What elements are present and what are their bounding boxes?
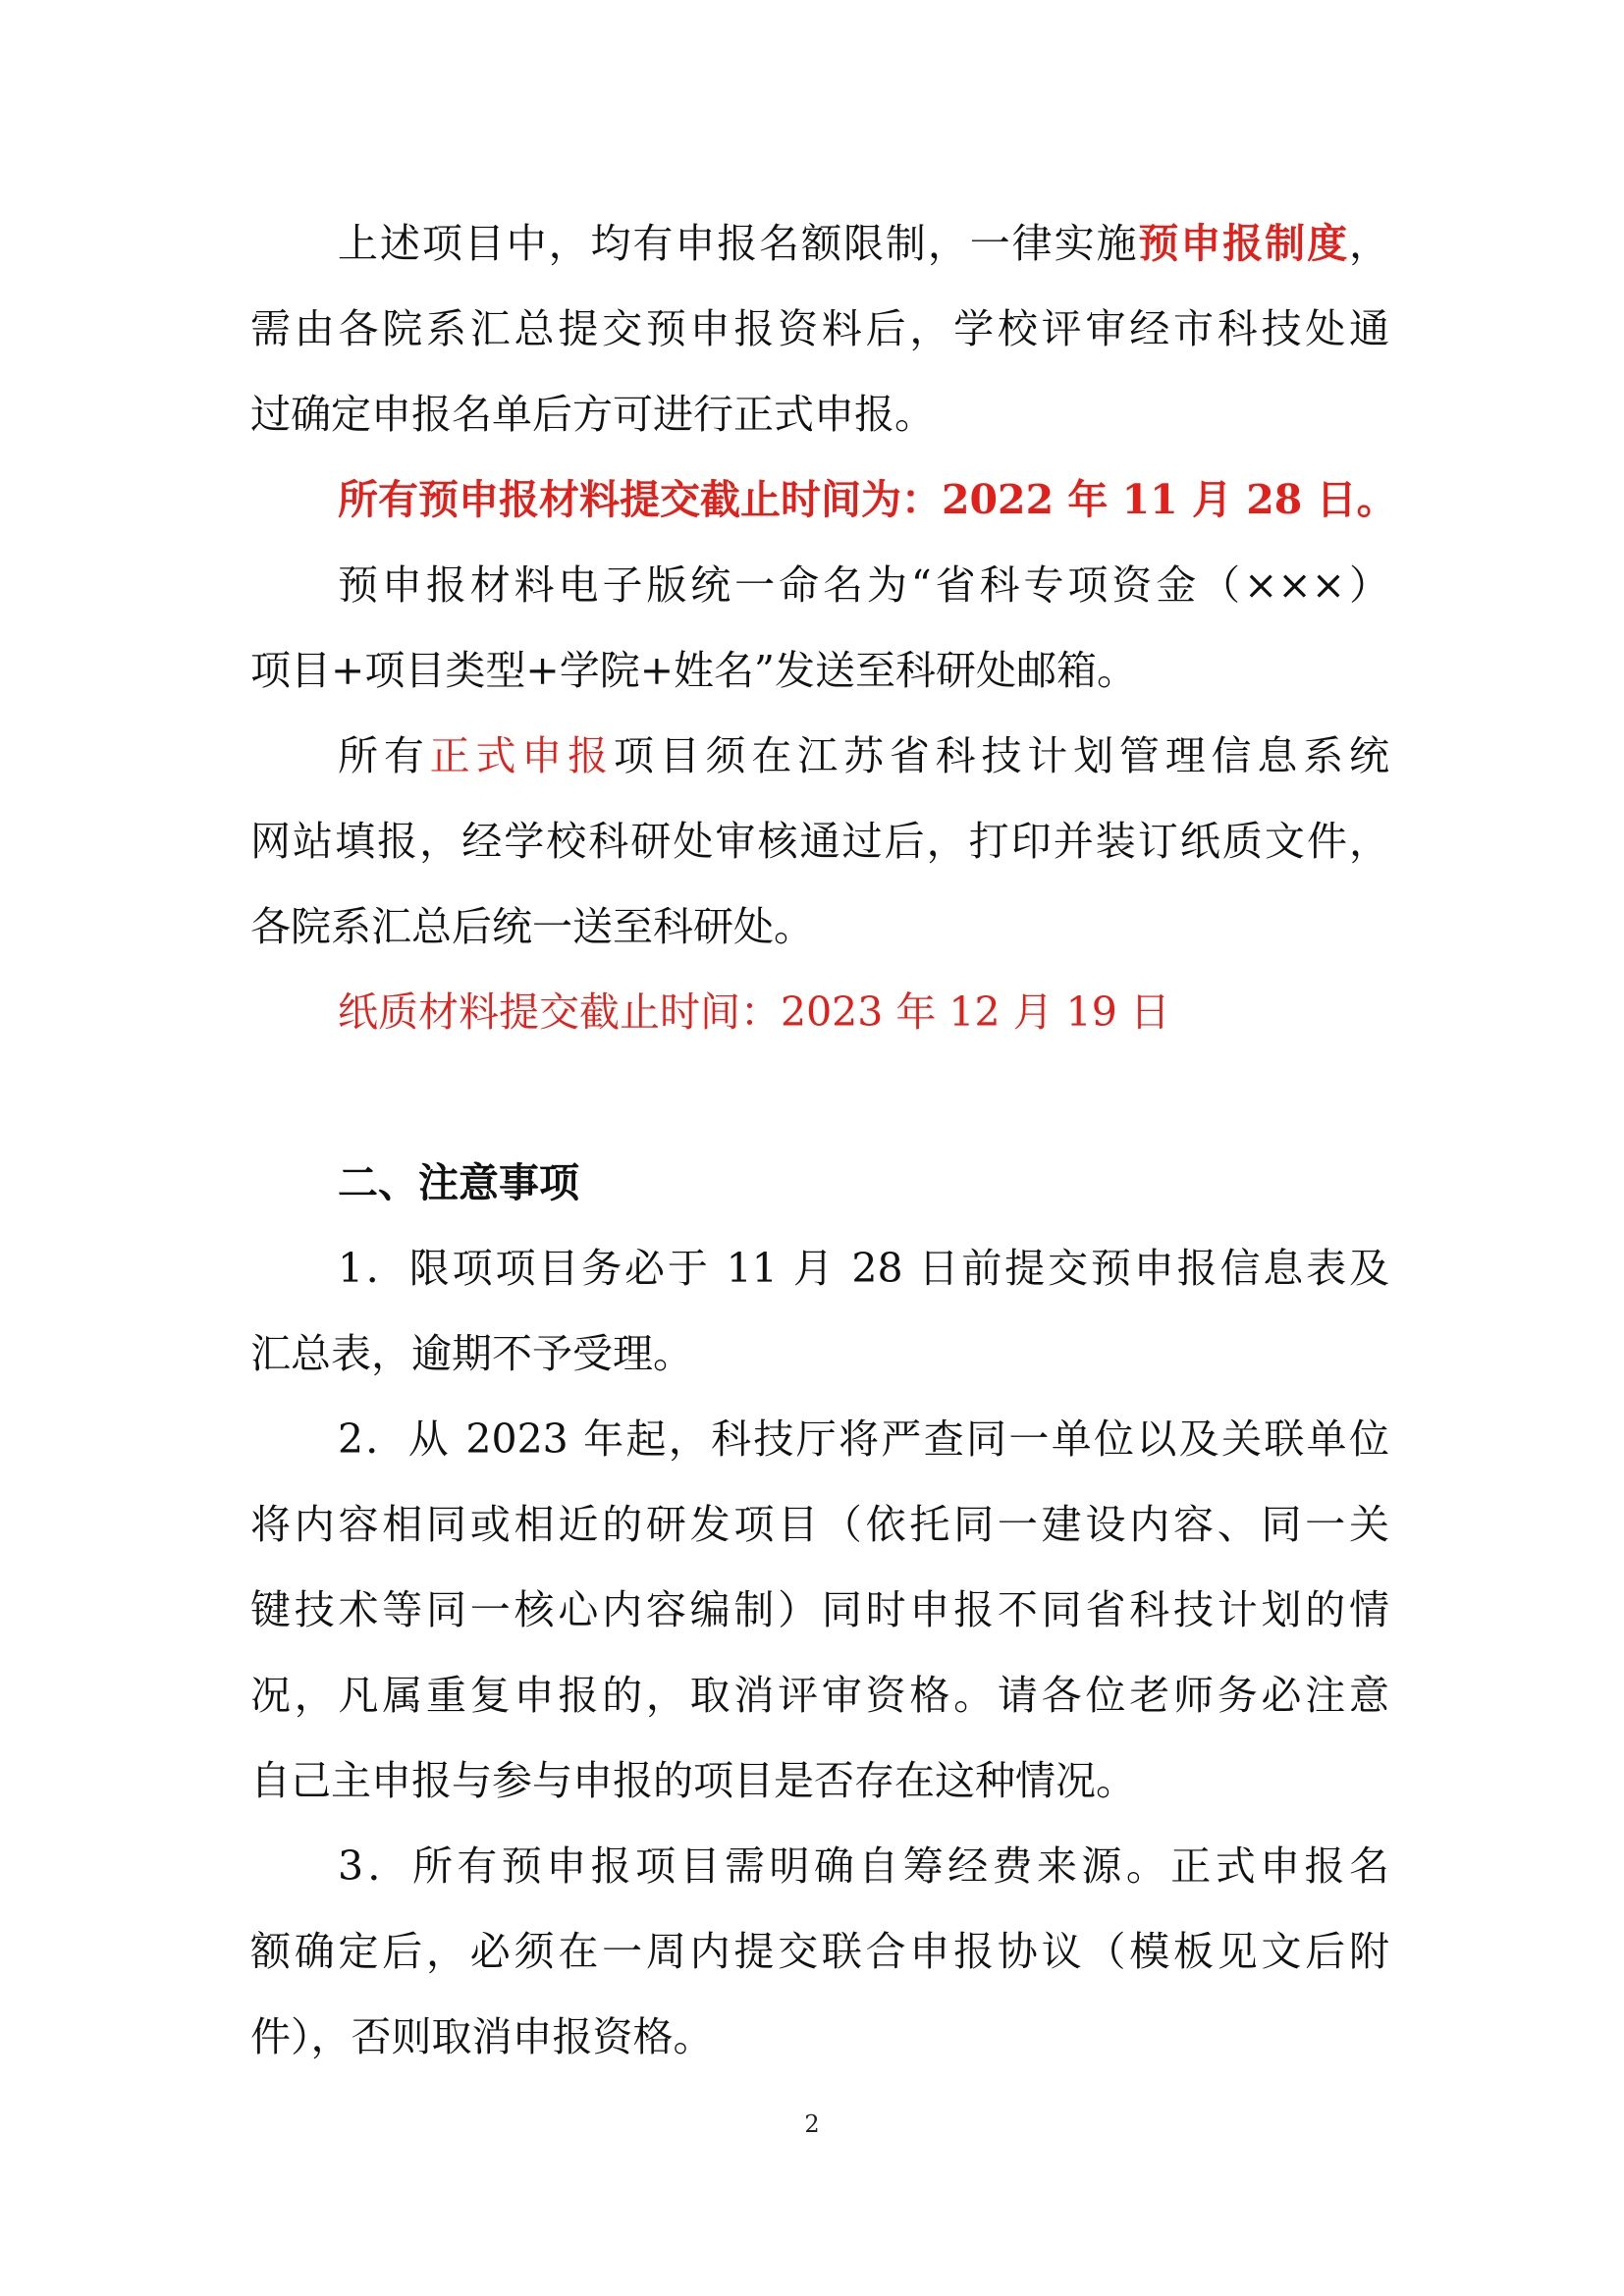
list-item-line: 2．从 2023 年起，科技厅将严查同一单位以及关联单位 (338, 1415, 1389, 1463)
paragraph-line: 预申报材料电子版统一命名为“省科专项资金（×××） (338, 561, 1389, 609)
pre-application-deadline: 所有预申报材料提交截止时间为：2022 年 11 月 28 日。 (338, 476, 1397, 523)
paper-material-deadline: 纸质材料提交截止时间：2023 年 12 月 19 日 (338, 988, 1170, 1036)
page-number: 2 (804, 2110, 820, 2138)
list-item-line: 汇总表，逾期不予受理。 (250, 1330, 693, 1377)
highlight-formal-application: 正式申报 (429, 732, 614, 779)
paragraph-line: 项目+项目类型+学院+姓名”发送至科研处邮箱。 (250, 647, 1138, 694)
paragraph-line: 过确定申报名单后方可进行正式申报。 (250, 391, 935, 438)
list-item-line: 件），否则取消申报资格。 (250, 2013, 714, 2060)
paragraph-line: 各院系汇总后统一送至科研处。 (250, 903, 814, 950)
paragraph-text: 所有 (338, 732, 430, 779)
paragraph-text: ， (1349, 220, 1390, 267)
list-item-line: 额确定后，必须在一周内提交联合申报协议（模板见文后附 (250, 1928, 1389, 1975)
paragraph-text: 上述项目中，均有申报名额限制，一律实施 (338, 220, 1139, 267)
list-item-line: 将内容相同或相近的研发项目（依托同一建设内容、同一关 (250, 1501, 1389, 1548)
list-item-line: 3．所有预申报项目需明确自筹经费来源。正式申报名 (338, 1842, 1389, 1890)
paragraph-line: 需由各院系汇总提交预申报资料后，学校评审经市科技处通 (250, 305, 1389, 352)
list-item-line: 键技术等同一核心内容编制）同时申报不同省科技计划的情 (250, 1586, 1389, 1633)
list-item-line: 自己主申报与参与申报的项目是否存在这种情况。 (250, 1757, 1136, 1804)
paragraph-text: 项目须在江苏省科技计划管理信息系统 (613, 732, 1390, 779)
paragraph-line: 网站填报，经学校科研处审核通过后，打印并装订纸质文件， (250, 818, 1389, 865)
list-item-line: 1．限项项目务必于 11 月 28 日前提交预申报信息表及 (338, 1245, 1389, 1292)
section-heading: 二、注意事项 (338, 1159, 579, 1206)
paragraph-line (338, 726, 1389, 785)
list-item-line: 况，凡属重复申报的，取消评审资格。请各位老师务必注意 (250, 1672, 1389, 1719)
paragraph-line (338, 214, 1389, 273)
highlight-pre-application-system: 预申报制度 (1138, 220, 1350, 267)
